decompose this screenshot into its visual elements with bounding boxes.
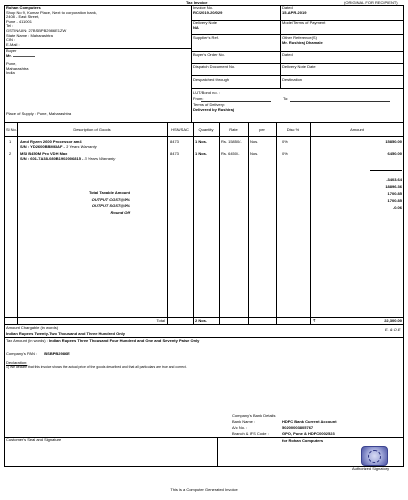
terms-value: Delivered by Rushiraj bbox=[193, 107, 234, 112]
adjustment-amount: 1700.85 bbox=[387, 191, 402, 196]
item-hsn: 8473 bbox=[170, 139, 179, 144]
seller-block bbox=[6, 6, 97, 47]
dated-value: 15-APR-2019 bbox=[282, 10, 307, 15]
lut-label: LUT/Bond no. : bbox=[193, 90, 220, 95]
destination-label: Destination bbox=[282, 77, 303, 82]
other-ref-value: Mr. Rushiraj Dhamale bbox=[282, 40, 323, 45]
subtotal-rule bbox=[370, 170, 402, 171]
col-sl: Sl No. bbox=[6, 127, 17, 132]
buyer-order-dated-label: Dated bbox=[282, 52, 293, 57]
item-serial: S/N : 601-7A38-080B1902006815 - 3 Years Warranty bbox=[20, 156, 116, 161]
divider bbox=[191, 75, 404, 76]
copy-label: (ORIGINAL FOR RECIPIENT) bbox=[344, 0, 398, 5]
item-qty: 1 Nos. bbox=[195, 151, 208, 156]
item-amount: 6450.00 bbox=[387, 151, 402, 156]
item-rate: Rs. 15850/- bbox=[221, 139, 242, 144]
divider bbox=[193, 122, 194, 324]
divider bbox=[248, 122, 249, 324]
other-ref-label: Other Reference(S) bbox=[282, 35, 317, 40]
item-per: Nos. bbox=[250, 151, 259, 156]
item-per: Nos. bbox=[250, 139, 259, 144]
seller-email: E-Mail : bbox=[6, 41, 20, 47]
divider bbox=[276, 122, 277, 324]
dated-label: Dated bbox=[282, 5, 293, 10]
bank-branch: GPO, Pune & HDFC0002523 bbox=[282, 431, 335, 436]
item-hsn: 8473 bbox=[170, 151, 179, 156]
delivery-note-date-label: Delivery Note Date bbox=[282, 64, 316, 69]
delivery-note-label: Delivery Note bbox=[193, 20, 218, 25]
col-disc: Disc % bbox=[286, 127, 300, 132]
buyer-label: Buyer bbox=[6, 48, 17, 53]
tax-words: Tax Amount (in words) : Indian Rupees Three Thousand Four Hundred and One and Seventy Paise Only bbox=[6, 338, 200, 343]
to-label: To: bbox=[283, 96, 289, 101]
adjustment-amount: 1700.85 bbox=[387, 198, 402, 203]
bank-name: HDFC Bank Current Account bbox=[282, 419, 337, 424]
col-amount: Amount bbox=[350, 127, 364, 132]
col-rate: Rate bbox=[229, 127, 238, 132]
total-qty: 2 Nos. bbox=[195, 318, 208, 323]
buyer-country: India bbox=[6, 70, 15, 76]
divider bbox=[4, 437, 404, 438]
buyer-name: Mr. bbox=[6, 54, 35, 59]
item-name: Amd Ryzen 2600 Processor am4 bbox=[20, 139, 82, 144]
bank-branch-label: Branch & IFS Code : bbox=[232, 431, 269, 436]
payment-mode-label: Mode/Terms of Payment bbox=[282, 20, 326, 25]
declaration-text: 1) We declare that this invoice shows the actual price of the goods described and that all particulars are true and correct. bbox=[6, 365, 187, 369]
footer-note: This is a Computer Generated Invoice bbox=[170, 487, 238, 492]
item-disc: 0% bbox=[282, 151, 288, 156]
item-name: MSI B450M Pro VDH Max bbox=[20, 151, 68, 156]
buyer-state: Maharashtra bbox=[6, 65, 29, 71]
total-amount: 22,300.00 bbox=[384, 318, 402, 323]
item-rate: Rs. 6450/- bbox=[221, 151, 240, 156]
total-currency: ₹ bbox=[313, 318, 316, 323]
seller-address-2: 2408 - East Street, bbox=[6, 14, 40, 20]
buyer-block bbox=[6, 49, 35, 76]
divider bbox=[4, 122, 404, 123]
adjustment-label: Round Off bbox=[110, 210, 130, 215]
pan: Company's PAN : BSBPB2986E bbox=[6, 351, 70, 356]
declaration-label: Declaration: bbox=[6, 360, 28, 365]
item-sl: 1 bbox=[9, 139, 12, 144]
adjustment-label: OUTPUT SGST@9% bbox=[91, 203, 130, 208]
divider bbox=[217, 466, 404, 467]
bank-title: Company's Bank Details bbox=[232, 413, 276, 418]
item-sl: 2 bbox=[9, 151, 12, 156]
divider bbox=[167, 122, 168, 324]
buyer-order-label: Buyer's Order No. bbox=[193, 52, 225, 57]
adjustment-amount: -3403.64 bbox=[386, 177, 402, 182]
item-amount: 15850.00 bbox=[385, 139, 402, 144]
item-serial: S/N : YD2600BBM6IAF - 3 Years Warranty bbox=[20, 144, 97, 149]
divider bbox=[17, 122, 18, 324]
dispatch-doc-label: Dispatch Document No. bbox=[193, 64, 236, 69]
col-description: Description of Goods bbox=[73, 127, 111, 132]
company-seal-stamp bbox=[361, 446, 388, 466]
for-company-label: for Rohan Computers bbox=[282, 438, 324, 443]
col-per: per bbox=[259, 127, 265, 132]
seller-tel: Tel : bbox=[6, 23, 14, 29]
bank-ac-label: A/c No. : bbox=[232, 425, 248, 430]
divider bbox=[219, 122, 220, 324]
delivery-note-value: NA bbox=[193, 25, 199, 30]
authorized-signatory: Authorized Signatory bbox=[352, 466, 390, 471]
item-disc: 0% bbox=[282, 139, 288, 144]
to-line bbox=[290, 101, 390, 102]
seller-gstin: GSTIN/UIN: 27BSBPB2986E1ZW bbox=[6, 27, 67, 33]
invoice-title: Tax Invoice bbox=[186, 0, 208, 5]
seller-address-3: Pune - 411001 bbox=[6, 18, 32, 24]
invoice-no: RC/2019-20/029 bbox=[193, 10, 223, 15]
place-of-supply: Place of Supply : Pune, Maharashtra bbox=[6, 111, 72, 116]
from-label: From: bbox=[193, 96, 204, 101]
item-qty: 1 Nos. bbox=[195, 139, 208, 144]
adjustment-amount: -0.06 bbox=[392, 205, 402, 210]
divider bbox=[191, 88, 404, 89]
invoice-no-label: Invoice No. bbox=[193, 5, 214, 10]
seller-address-1: Shop No 9, Kumar Place, Next to corporation bank, bbox=[6, 9, 97, 15]
divider bbox=[4, 136, 404, 137]
seller-cin: CIN : bbox=[6, 37, 16, 43]
divider bbox=[4, 324, 404, 325]
total-label: Total bbox=[156, 318, 165, 323]
terms-label: Terms of Delivery: bbox=[193, 102, 226, 107]
seller-name: Rohan Computers bbox=[6, 5, 41, 10]
col-quantity: Quantity bbox=[198, 127, 214, 132]
customer-seal-label: Customer's Seal and Signature bbox=[6, 437, 62, 442]
adjustment-label: OUTPUT CGST@9% bbox=[91, 197, 130, 202]
bank-ac: 50200003805767 bbox=[282, 425, 314, 430]
adjustment-amount: 18896.36 bbox=[385, 184, 402, 189]
divider bbox=[217, 437, 218, 467]
eoe-label: E. & O.E bbox=[385, 327, 401, 332]
bank-name-label: Bank Name : bbox=[232, 419, 256, 424]
adjustment-label: Total Taxable Amount bbox=[88, 190, 130, 195]
col-hsn: HSN/SAC bbox=[171, 127, 189, 132]
seller-state: State Name : Maharashtra bbox=[6, 32, 53, 38]
despatched-label: Despatched through bbox=[193, 77, 230, 82]
supplier-ref-label: Supplier's Ref. bbox=[193, 35, 219, 40]
amount-words-label: Amount Chargable (in words) bbox=[6, 325, 59, 330]
buyer-city: Pune, bbox=[6, 61, 17, 67]
amount-words-value: Indian Rupees Twenty-Two Thousand and Three Hundred Only bbox=[6, 331, 125, 336]
